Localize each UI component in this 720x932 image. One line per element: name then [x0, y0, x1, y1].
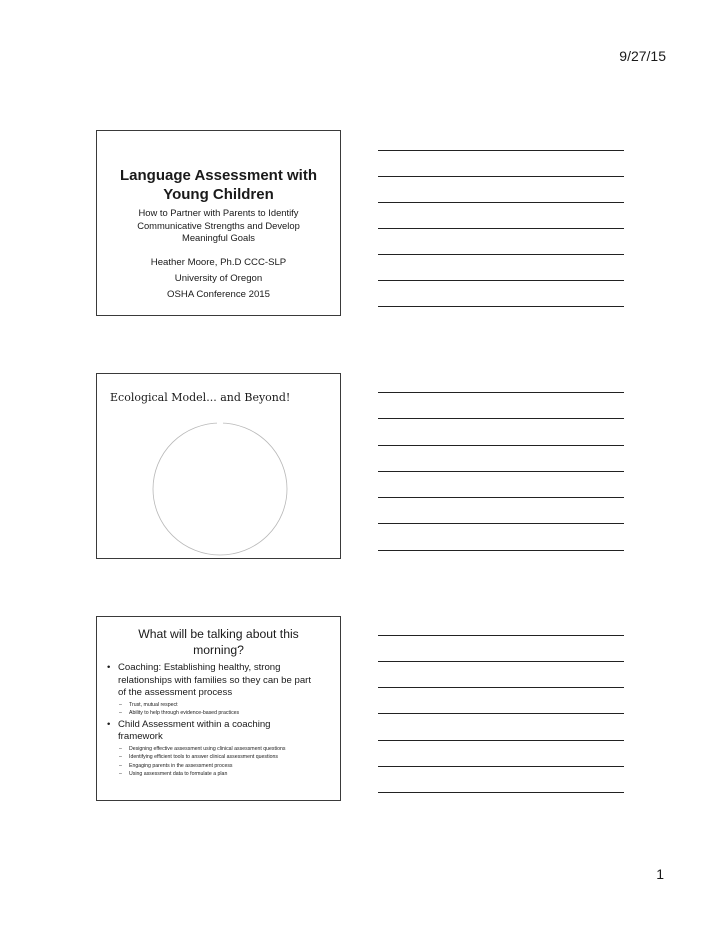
note-line — [378, 392, 624, 393]
note-line — [378, 550, 624, 551]
sub-bullet-list — [118, 745, 332, 779]
slide-2-title: Ecological Model... and Beyond! — [110, 391, 291, 404]
note-line — [378, 766, 624, 767]
bullet-line: • Coaching: Establishing healthy, strong — [118, 662, 281, 673]
author-name: Heather Moore, Ph.D CCC-SLP — [150, 256, 287, 268]
note-line — [378, 471, 624, 472]
slide-1 — [96, 130, 341, 316]
bullet-line: of the assessment process — [118, 687, 233, 698]
bullet-line: • Child Assessment within a coaching — [118, 718, 271, 730]
sub-bullet: – Identifying efficient tools to answer clinical assessment questions — [118, 753, 332, 762]
ecological-model-circle — [150, 421, 290, 557]
conference-name: OSHA Conference 2015 — [167, 288, 270, 300]
note-line — [378, 740, 624, 741]
note-line — [378, 445, 624, 446]
note-line — [378, 306, 624, 307]
note-line — [378, 202, 624, 203]
note-line — [378, 280, 624, 281]
sub-bullet: – Engaging parents in the assessment process — [118, 762, 332, 771]
note-line — [378, 713, 624, 714]
note-line — [378, 418, 624, 419]
bullet-line: framework — [118, 731, 163, 742]
slide-1-subtitle-line: Communicative Strengths and Develop — [137, 219, 300, 231]
page-number: 1 — [656, 866, 664, 882]
slide-3-title — [97, 626, 340, 658]
sub-bullet: – Ability to help through evidence-based practices — [118, 709, 332, 718]
note-line — [378, 497, 624, 498]
slide-1-title-line: Young Children — [163, 186, 274, 203]
note-line — [378, 150, 624, 151]
slide-3 — [96, 616, 341, 801]
slide-3-title-line: What will be talking about this — [138, 627, 299, 641]
note-line — [378, 792, 624, 793]
sub-bullet: – Trust, mutual respect — [118, 701, 332, 710]
note-line — [378, 228, 624, 229]
slide-1-subtitle-line: How to Partner with Parents to Identify — [138, 207, 299, 218]
note-line — [378, 254, 624, 255]
note-line — [378, 687, 624, 688]
note-line — [378, 176, 624, 177]
sub-bullet: – Using assessment data to formulate a plan — [118, 770, 332, 779]
slide-3-title-line: morning? — [193, 643, 244, 657]
author-affiliation: University of Oregon — [174, 272, 263, 284]
slide-3-bullet-list — [97, 662, 340, 779]
slide-1-subtitle-line: Meaningful Goals — [182, 232, 255, 243]
page-date: 9/27/15 — [619, 48, 666, 64]
bullet-child-assessment — [106, 719, 332, 779]
slide-1-subtitle — [97, 207, 340, 245]
bullet-coaching — [106, 662, 332, 718]
sub-bullet: – Designing effective assessment using clinical assessment questions — [118, 745, 332, 754]
note-line — [378, 635, 624, 636]
slide-1-title — [97, 166, 340, 204]
bullet-line: relationships with families so they can be part — [118, 674, 312, 686]
sub-bullet-list — [118, 701, 332, 718]
slide-1-author-block — [97, 255, 340, 303]
note-line — [378, 661, 624, 662]
slide-2 — [96, 373, 341, 559]
note-line — [378, 523, 624, 524]
slide-1-title-line: Language Assessment with — [120, 167, 317, 184]
